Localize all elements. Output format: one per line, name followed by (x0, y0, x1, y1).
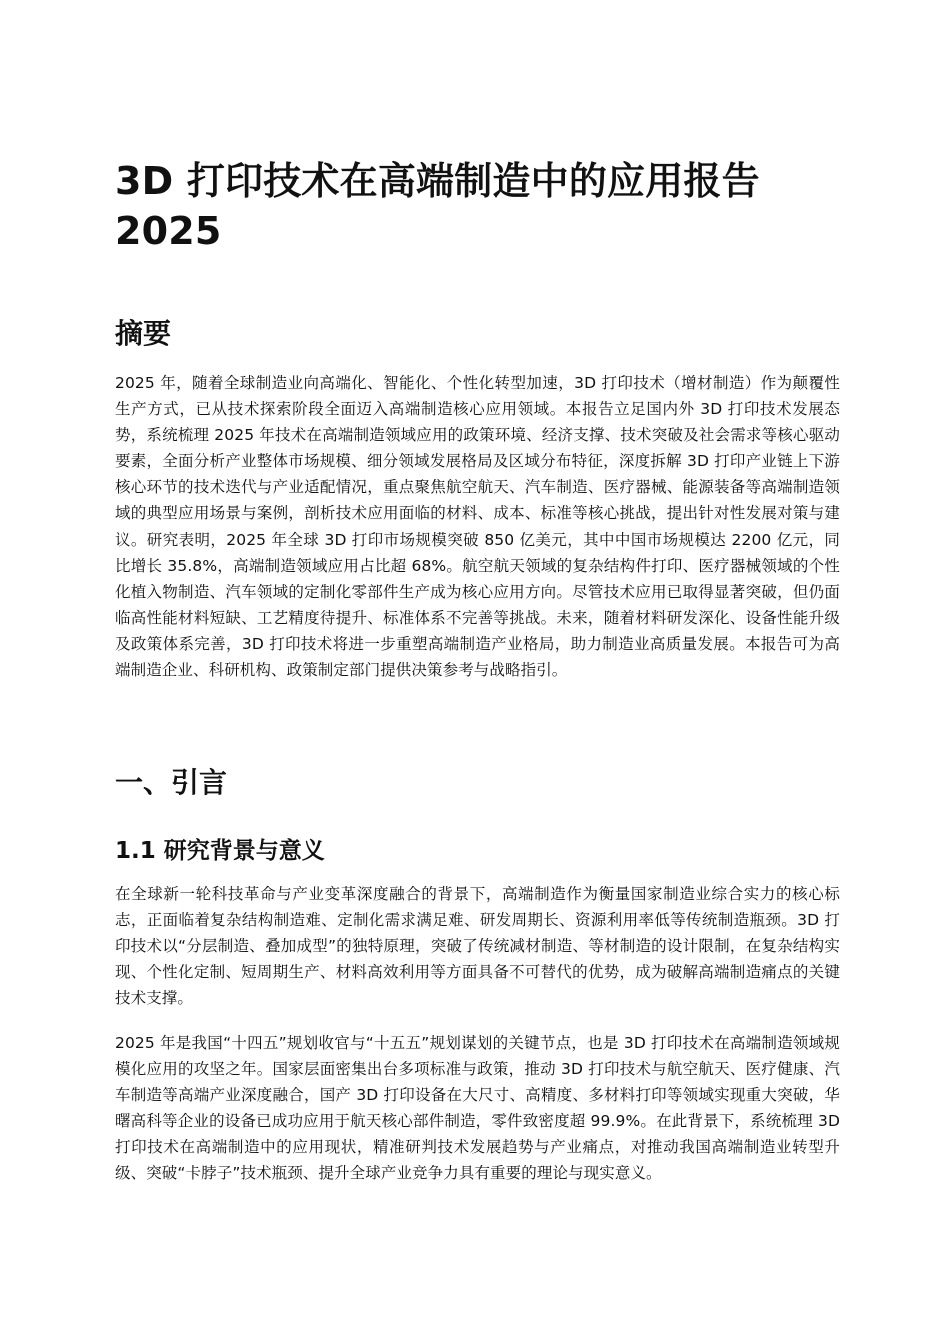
section-1-1-heading: 1.1 研究背景与意义 (115, 838, 325, 864)
report-title: 3D 打印技术在高端制造中的应用报告 2025 (115, 159, 760, 253)
section-1-1-paragraph-1: 在全球新一轮科技革命与产业变革深度融合的背景下，高端制造作为衡量国家制造业综合实力的核心标志，正面临着复杂结构制造难、定制化需求满足难、研发周期长、资源利用率低等传统制造瓶颈。3D 打印技术以“分层制造、叠加成型”的独特原理，突破了传统减材制造、等材制造的设计限制，在复杂结构实现、个性化定制、短周期生产、材料高效利用等方面具备不可替代的优势，成为破解高端制造痛点的关键技术支撑。 (115, 885, 840, 1008)
abstract-body: 2025 年，随着全球制造业向高端化、智能化、个性化转型加速，3D 打印技术（增材制造）作为颠覆性生产方式，已从技术探索阶段全面迈入高端制造核心应用领域。本报告立足国内外 3D 打印技术发展态势，系统梳理 2025 年技术在高端制造领域应用的政策环境、经济支撑、技术突破及社会需求等核心驱动要素，全面分析产业整体市场规模、细分领域发展格局及区域分布特征，深度拆解 3D 打印产业链上下游核心环节的技术迭代与产业适配情况，重点聚焦航空航天、汽车制造、医疗器械、能源装备等高端制造领域的典型应用场景与案例，剖析技术应用面临的材料、成本、标准等核心挑战，提出针对性发展对策与建议。研究表明，2025 年全球 3D 打印市场规模突破 850 亿美元，其中中国市场规模达 2200 亿元，同比增长 35.8%，高端制造领域应用占比超 68%。航空航天领域的复杂结构件打印、医疗器械领域的个性化植入物制造、汽车领域的定制化零部件生产成为核心应用方向。尽管技术应用已取得显著突破，但仍面临高性能材料短缺、工艺精度待提升、标准体系不完善等挑战。未来，随着材料研发深化、设备性能升级及政策体系完善，3D 打印技术将进一步重塑高端制造产业格局，助力制造业高质量发展。本报告可为高端制造企业、科研机构、政策制定部门提供决策参考与战略指引。 (115, 374, 840, 680)
section-1-heading: 一、引言 (115, 766, 228, 799)
section-1-1-paragraph-2: 2025 年是我国“十四五”规划收官与“十五五”规划谋划的关键节点，也是 3D 打印技术在高端制造领域规模化应用的攻坚之年。国家层面密集出台多项标准与政策，推动 3D 打印技术与航空航天、医疗健康、汽车制造等高端产业深度融合，国产 3D 打印设备在大尺寸、高精度、多材料打印等领域实现重大突破，华曙高科等企业的设备已成功应用于航天核心部件制造，零件致密度超 99.9%。在此背景下，系统梳理 3D 打印技术在高端制造中的应用现状，精准研判技术发展趋势与产业痛点，对推动我国高端制造业转型升级、突破“卡脖子”技术瓶颈、提升全球产业竞争力具有重要的理论与现实意义。 (115, 1034, 840, 1183)
abstract-heading: 摘要 (115, 317, 172, 350)
